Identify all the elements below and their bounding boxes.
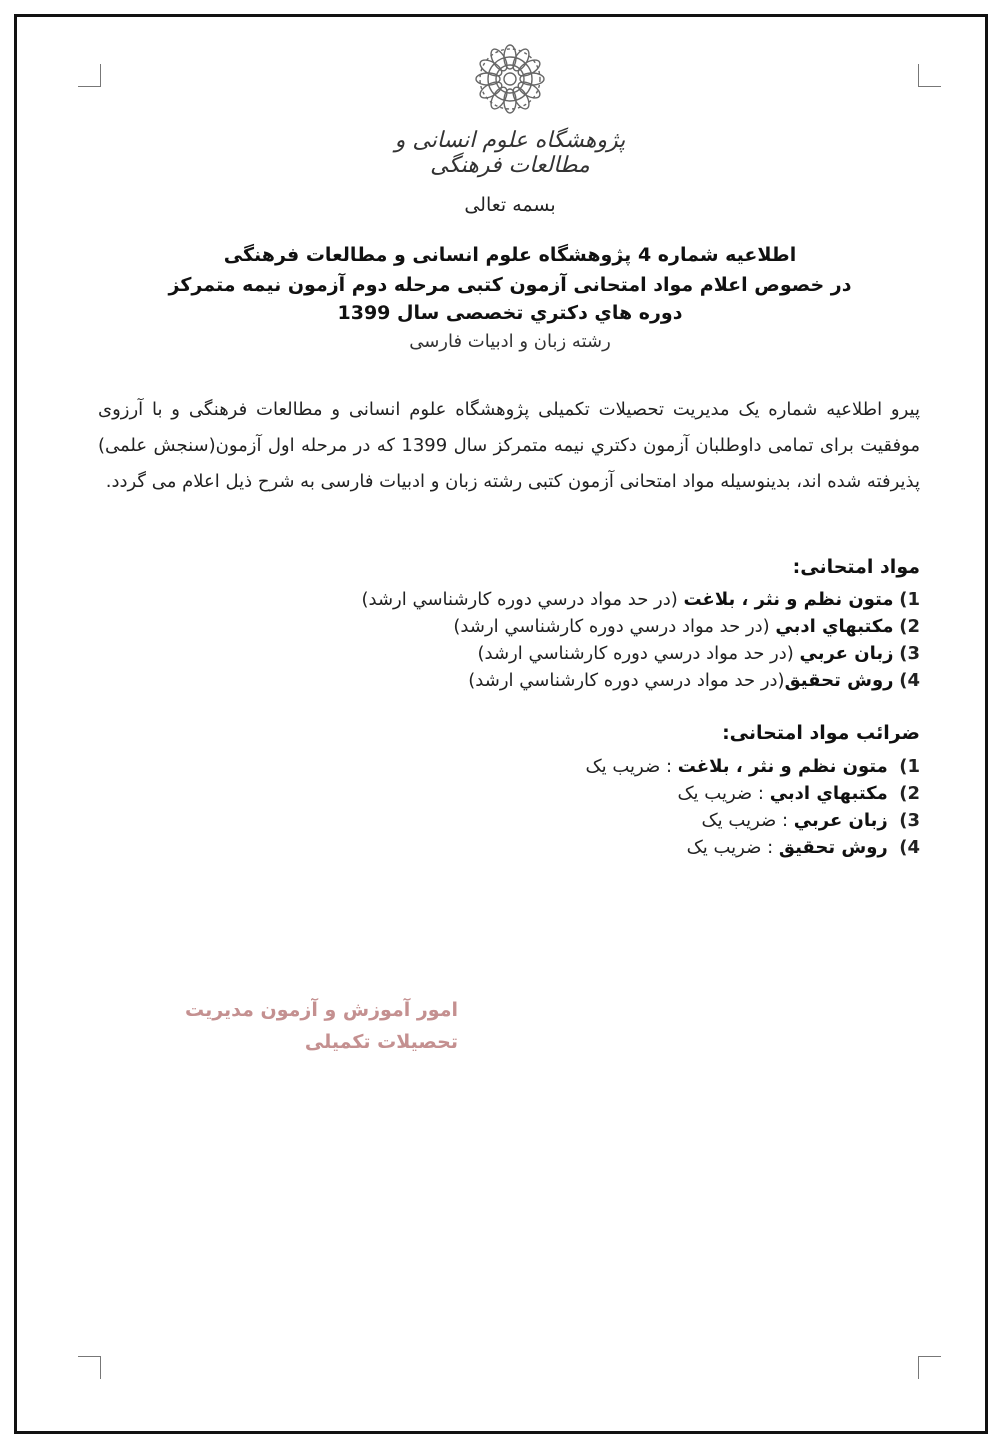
subject-note: (در حد مواد درسي دوره كارشناسي ارشد) — [453, 616, 776, 637]
crop-mark-bottom-right — [918, 1356, 941, 1379]
subject-note: (در حد مواد درسي دوره كارشناسي ارشد) — [468, 670, 785, 691]
item-number: 4) — [899, 670, 920, 691]
list-item — [300, 640, 920, 667]
coefficient-value: : ضریب یک — [585, 756, 678, 777]
subjects-list — [300, 586, 920, 694]
item-number: 2) — [899, 616, 920, 637]
coefficients-list — [300, 753, 920, 861]
item-number: 1) — [899, 756, 920, 777]
signature-block: امور آموزش و آزمون مدیریت تحصیلات تکمیلی — [184, 999, 458, 1053]
list-item — [300, 667, 920, 694]
coefficient-value: : ضریب یک — [677, 783, 770, 804]
list-item — [300, 753, 920, 780]
item-number: 3) — [899, 810, 920, 831]
list-item — [300, 834, 920, 861]
subject-name: مکتبهاي ادبي — [769, 783, 888, 804]
field-subtitle: رشته زبان و ادبیات فارسی — [409, 331, 611, 352]
item-number: 3) — [899, 643, 920, 664]
subject-name: روش تحقیق — [778, 837, 888, 858]
subject-name: روش تحقیق — [784, 670, 894, 691]
list-item — [300, 586, 920, 613]
announcement-title-line-1: اطلاعیه شماره 4 پژوهشگاه علوم انسانی و مطالعات فرهنگی — [223, 244, 797, 266]
subject-name: زبان عربي — [793, 810, 888, 831]
announcement-paragraph: پیرو اطلاعیه شماره یک مدیریت تحصیلات تکمیلی پژوهشگاه علوم انسانی و مطالعات فرهنگی و با آرزوی موفقیت برای تمامی داوطلبان آزمون دکتري نیمه متمرکز سال 1399 که در مرحله اول آزمون(سنجش علمی) پذیرفته شده اند، بدینوسیله مواد امتحانی آزمون کتبی رشته زبان و ادبیات فارسی به شرح ذیل اعلام می گردد. — [98, 399, 920, 492]
subject-name: متون نظم و نثر ، بلاغت — [677, 756, 888, 777]
item-number: 1) — [899, 589, 920, 610]
crop-mark-top-right — [918, 64, 941, 87]
bismillah-heading: بسمه تعالی — [464, 194, 556, 216]
list-item — [300, 780, 920, 807]
item-number: 2) — [899, 783, 920, 804]
subject-name: زبان عربي — [799, 643, 894, 664]
announcement-title-line-3: دوره هاي دكتري تخصصی سال 1399 — [337, 302, 683, 324]
subjects-heading: مواد امتحانی: — [792, 556, 920, 578]
subject-name: متون نظم و نثر ، بلاغت — [683, 589, 894, 610]
crop-mark-bottom-left — [78, 1356, 101, 1379]
coefficient-value: : ضریب یک — [686, 837, 779, 858]
list-item — [300, 807, 920, 834]
coefficients-heading: ضرائب مواد امتحانی: — [722, 722, 920, 744]
crop-mark-top-left — [78, 64, 101, 87]
subject-note: (در حد مواد درسي دوره كارشناسي ارشد) — [361, 589, 684, 610]
institute-logo-text: پژوهشگاه علوم انسانی و مطالعات فرهنگی — [394, 128, 626, 178]
item-number: 4) — [899, 837, 920, 858]
flower-rosette-emblem-icon — [470, 40, 550, 118]
list-item — [300, 613, 920, 640]
subject-name: مکتبهاي ادبي — [775, 616, 894, 637]
coefficient-value: : ضریب یک — [701, 810, 794, 831]
subject-note: (در حد مواد درسي دوره كارشناسي ارشد) — [477, 643, 800, 664]
announcement-title-line-2: در خصوص اعلام مواد امتحانی آزمون کتبی مرحله دوم آزمون نیمه متمرکز — [168, 274, 852, 296]
